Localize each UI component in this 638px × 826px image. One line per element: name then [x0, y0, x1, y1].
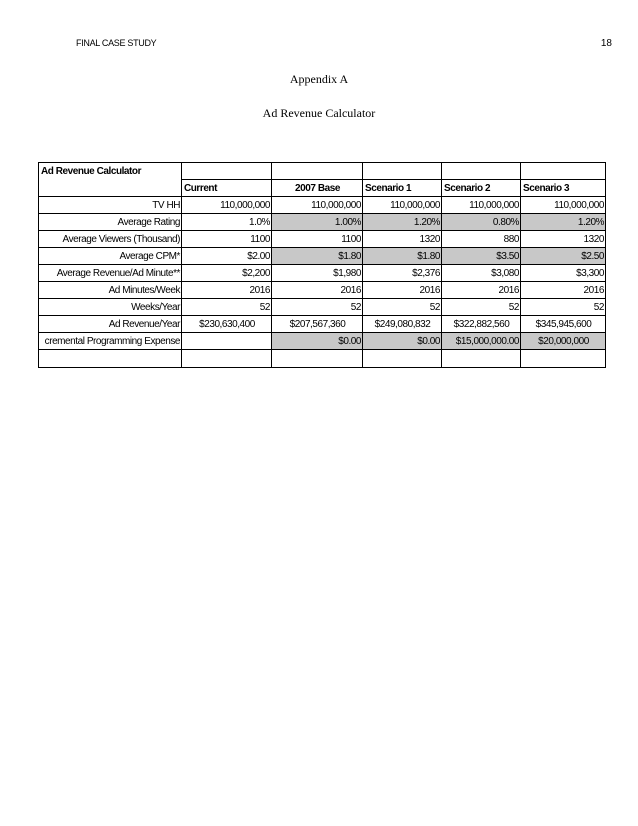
cell-current: 110,000,000 — [182, 197, 272, 214]
cell-scenario-3: 52 — [521, 299, 606, 316]
blank-cell — [272, 368, 363, 377]
cell-current: $230,630,400 — [182, 316, 272, 333]
row-label: Ad Minutes/Week — [39, 282, 182, 299]
cell-scenario-2: 2016 — [442, 282, 521, 299]
cell-2007-base: $1,980 — [272, 265, 363, 282]
column-header-current: Current — [182, 180, 272, 197]
cell-2007-base: 1.00% — [272, 214, 363, 231]
cell-scenario-3: $345,945,600 — [521, 316, 606, 333]
blank-cell — [363, 368, 442, 377]
cell-2007-base: $207,567,360 — [272, 316, 363, 333]
blank-cell — [182, 163, 272, 180]
cell-scenario-3: $2.50 — [521, 248, 606, 265]
page-number: 18 — [600, 38, 612, 49]
blank-cell — [521, 163, 606, 180]
column-header-scenario-1: Scenario 1 — [363, 180, 442, 197]
cell-scenario-2: 110,000,000 — [442, 197, 521, 214]
table-row — [39, 214, 606, 231]
row-label: Average Revenue/Ad Minute** — [39, 265, 182, 282]
blank-cell — [272, 163, 363, 180]
table-title-row — [39, 163, 606, 180]
cell-scenario-1: 1.20% — [363, 214, 442, 231]
cell-scenario-2: 52 — [442, 299, 521, 316]
blank-cell — [182, 350, 272, 368]
header-corner — [39, 180, 182, 197]
table-row — [39, 248, 606, 265]
column-header-row — [39, 180, 606, 197]
cell-scenario-2: $15,000,000.00 — [442, 333, 521, 350]
cell-scenario-1: $249,080,832 — [363, 316, 442, 333]
blank-cell — [39, 368, 182, 377]
cell-current: $2.00 — [182, 248, 272, 265]
table-row — [39, 333, 606, 350]
cell-scenario-1: 2016 — [363, 282, 442, 299]
blank-cell — [363, 350, 442, 368]
cell-scenario-2: $322,882,560 — [442, 316, 521, 333]
cell-current — [182, 333, 272, 350]
blank-row — [39, 350, 606, 368]
table-bottom-rule — [39, 368, 606, 377]
table-row — [39, 282, 606, 299]
row-label: TV HH — [39, 197, 182, 214]
ad-revenue-table — [38, 162, 606, 376]
row-label: Average Viewers (Thousand) — [39, 231, 182, 248]
blank-cell — [182, 368, 272, 377]
cell-current: 1.0% — [182, 214, 272, 231]
cell-scenario-1: 110,000,000 — [363, 197, 442, 214]
cell-2007-base: 1100 — [272, 231, 363, 248]
row-label: cremental Programming Expense — [39, 333, 182, 350]
cell-current: 1100 — [182, 231, 272, 248]
cell-scenario-1: 1320 — [363, 231, 442, 248]
table-title: Ad Revenue Calculator — [39, 163, 182, 180]
row-label: Average Rating — [39, 214, 182, 231]
cell-scenario-2: 0.80% — [442, 214, 521, 231]
cell-scenario-3: 110,000,000 — [521, 197, 606, 214]
appendix-subtitle: Ad Revenue Calculator — [262, 106, 376, 120]
cell-current: 2016 — [182, 282, 272, 299]
cell-2007-base: $0.00 — [272, 333, 363, 350]
cell-scenario-3: $3,300 — [521, 265, 606, 282]
running-head: FINAL CASE STUDY — [76, 38, 157, 48]
cell-2007-base: 110,000,000 — [272, 197, 363, 214]
appendix-title: Appendix A — [289, 72, 349, 86]
cell-scenario-3: 1320 — [521, 231, 606, 248]
table-row — [39, 299, 606, 316]
cell-scenario-1: $2,376 — [363, 265, 442, 282]
row-label: Average CPM* — [39, 248, 182, 265]
table-row — [39, 231, 606, 248]
cell-scenario-1: 52 — [363, 299, 442, 316]
cell-scenario-3: 2016 — [521, 282, 606, 299]
blank-cell — [442, 368, 521, 377]
cell-scenario-1: $0.00 — [363, 333, 442, 350]
table-row — [39, 197, 606, 214]
column-header-2007-base: 2007 Base — [272, 180, 363, 197]
blank-cell — [272, 350, 363, 368]
cell-2007-base: $1.80 — [272, 248, 363, 265]
blank-cell — [442, 350, 521, 368]
row-label: Ad Revenue/Year — [39, 316, 182, 333]
column-header-scenario-2: Scenario 2 — [442, 180, 521, 197]
table-row — [39, 265, 606, 282]
cell-scenario-2: $3,080 — [442, 265, 521, 282]
blank-cell — [39, 350, 182, 368]
row-label: Weeks/Year — [39, 299, 182, 316]
cell-scenario-1: $1.80 — [363, 248, 442, 265]
blank-cell — [363, 163, 442, 180]
cell-current: $2,200 — [182, 265, 272, 282]
column-header-scenario-3: Scenario 3 — [521, 180, 606, 197]
cell-scenario-2: 880 — [442, 231, 521, 248]
cell-scenario-3: 1.20% — [521, 214, 606, 231]
table-row — [39, 316, 606, 333]
blank-cell — [442, 163, 521, 180]
blank-cell — [521, 350, 606, 368]
cell-2007-base: 52 — [272, 299, 363, 316]
cell-current: 52 — [182, 299, 272, 316]
blank-cell — [521, 368, 606, 377]
cell-2007-base: 2016 — [272, 282, 363, 299]
cell-scenario-2: $3.50 — [442, 248, 521, 265]
cell-scenario-3: $20,000,000 — [521, 333, 606, 350]
